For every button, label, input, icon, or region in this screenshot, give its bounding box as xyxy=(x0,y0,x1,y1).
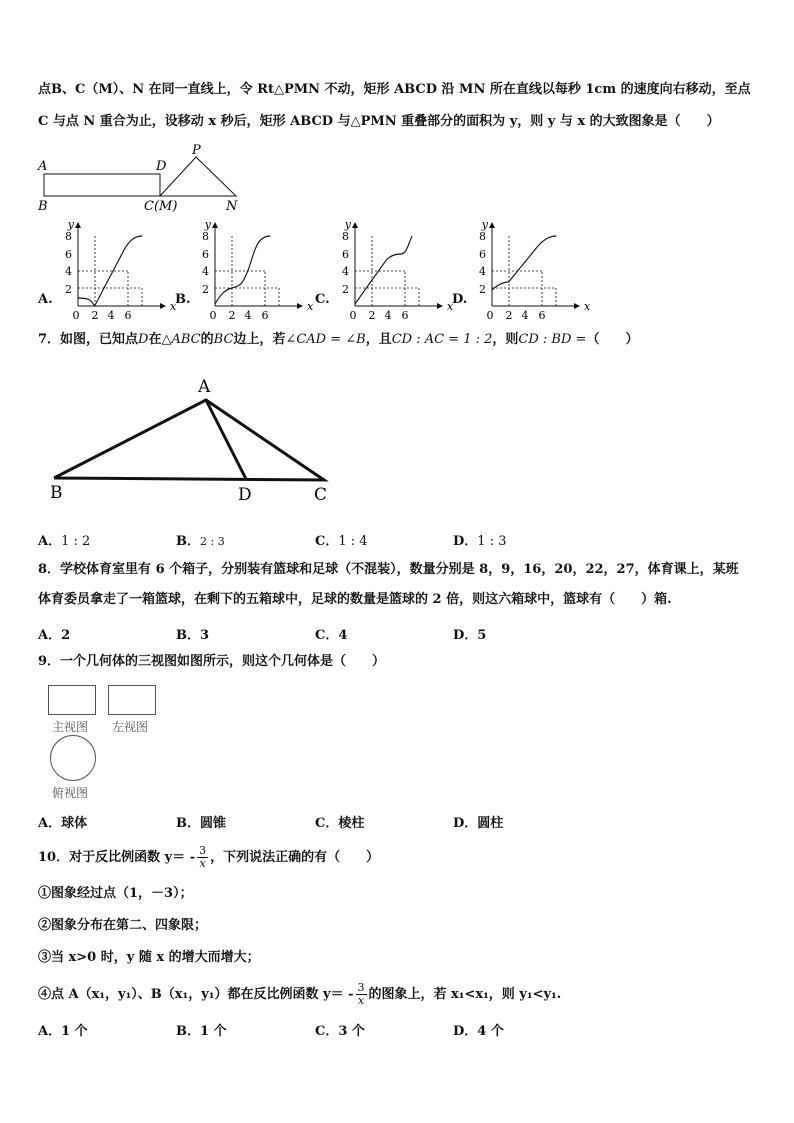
q8-option-c[interactable] xyxy=(315,624,347,643)
q9-option-c[interactable] xyxy=(315,812,364,831)
q6-option-a[interactable]: A. xyxy=(38,292,53,307)
front-view-caption: 主视图 xyxy=(52,720,89,734)
label-c: C xyxy=(314,485,328,505)
x-tick-label: 0 xyxy=(349,309,357,322)
y-tick-label: 6 xyxy=(65,248,72,261)
x-tick-label: 6 xyxy=(261,309,269,322)
q8-option-d[interactable] xyxy=(453,624,486,643)
x-tick-label: 0 xyxy=(209,309,217,322)
option-value: 圆锥 xyxy=(200,816,227,831)
graph-curve xyxy=(355,236,412,304)
q7-text-end: （ ） xyxy=(586,332,639,347)
y-tick-label: 4 xyxy=(342,265,349,278)
option-letter: C． xyxy=(315,816,339,831)
y-tick-label: 8 xyxy=(202,230,209,243)
top-view-circle xyxy=(50,735,96,781)
q10-fraction xyxy=(197,845,208,870)
front-view-rect xyxy=(48,685,96,715)
option-value: 2 : 3 xyxy=(200,535,225,548)
q10-option-c[interactable] xyxy=(315,1020,365,1039)
y-tick-label: 4 xyxy=(65,265,72,278)
y-tick-label: 6 xyxy=(342,248,349,261)
q7-option-c[interactable] xyxy=(315,530,368,549)
x-tick-label: 4 xyxy=(384,309,392,322)
top-view-caption: 俯视图 xyxy=(52,786,89,800)
x-tick-label: 2 xyxy=(368,309,376,322)
label-b: B xyxy=(50,483,63,503)
label-a: A xyxy=(198,377,211,397)
option-value: 5 xyxy=(477,628,487,643)
y-tick-label: 2 xyxy=(479,283,486,296)
label-b: B xyxy=(38,199,48,214)
q10-option-a[interactable] xyxy=(38,1020,88,1039)
option-letter: C． xyxy=(315,1024,339,1039)
q10-s4-pre: ④点 A（x₁，y₁）、B（x₁，y₁）都在反比例函数 y＝ - xyxy=(38,987,354,1002)
fraction-numerator: 3 xyxy=(199,844,207,857)
option-value: 2 xyxy=(61,628,71,643)
x-axis-label: x xyxy=(447,300,454,313)
option-letter: D． xyxy=(453,1024,478,1039)
y-tick-label: 6 xyxy=(479,248,486,261)
curve-group xyxy=(215,236,270,304)
option-letter: B． xyxy=(176,816,200,831)
q10-s4-fraction xyxy=(356,982,367,1007)
x-tick-label: 4 xyxy=(521,309,529,322)
q9-option-b[interactable] xyxy=(176,812,226,831)
q7-angle-eq: ∠CAD = ∠B xyxy=(285,332,366,347)
fraction-denominator: x xyxy=(357,994,365,1007)
fraction-denominator: x xyxy=(199,857,206,870)
q7-point-d: D xyxy=(138,332,149,347)
y-tick-label: 4 xyxy=(479,265,486,278)
label-a: A xyxy=(38,159,48,174)
q7-text-mid5: ，则 xyxy=(492,332,519,347)
q7-text-mid3: 边上，若 xyxy=(233,332,286,347)
q8-line-1: 8．学校体育室里有 6 个箱子，分别装有篮球和足球（不混装），数量分别是 8，9，16，20，22，27，体育课上，某班 xyxy=(38,562,739,577)
y-axis-label: y xyxy=(344,218,351,231)
option-value: 4 个 xyxy=(477,1024,504,1039)
option-letter: B． xyxy=(176,1024,200,1039)
q6-line-1: 点B、C（M）、N 在同一直线上，令 Rt△PMN 不动，矩形 ABCD 沿 MN 所在直线以每秒 1cm 的速度向右移动，至点 xyxy=(38,82,751,97)
x-axis-label: x xyxy=(584,300,591,313)
x-axis-label: x xyxy=(170,300,177,313)
label-d: D xyxy=(238,485,252,505)
option-value: 1 : 2 xyxy=(61,534,91,549)
x-arrow-icon xyxy=(297,303,303,309)
y-arrow-icon xyxy=(489,222,495,228)
q10-text-pre: 10．对于反比例函数 y＝ - xyxy=(38,850,196,865)
y-axis-label: y xyxy=(204,218,211,231)
x-tick-label: 4 xyxy=(107,309,115,322)
q7-triangle: △ABC xyxy=(161,332,201,347)
y-axis-label: y xyxy=(481,218,488,231)
y-tick-label: 4 xyxy=(202,265,209,278)
q8-option-b[interactable] xyxy=(176,624,209,643)
q9-option-a[interactable] xyxy=(38,812,87,831)
q10-statement-2: ②图象分布在第二、四象限； xyxy=(38,918,208,933)
y-tick-label: 2 xyxy=(342,283,349,296)
option-value: 1 个 xyxy=(61,1024,88,1039)
q6-graph-b xyxy=(193,218,314,326)
q6-graph-d xyxy=(470,218,591,326)
y-tick-label: 8 xyxy=(65,230,72,243)
x-tick-label: 6 xyxy=(401,309,409,322)
q7-text-mid1: 在 xyxy=(148,332,162,347)
label-p: P xyxy=(192,143,201,158)
q6-option-b[interactable]: B. xyxy=(175,292,191,307)
option-value: 棱柱 xyxy=(338,816,365,831)
option-letter: C． xyxy=(315,534,339,549)
q7-option-d[interactable] xyxy=(453,530,506,549)
x-arrow-icon xyxy=(437,303,443,309)
q6-option-d[interactable]: D. xyxy=(452,292,468,307)
option-letter: A． xyxy=(38,1024,62,1039)
q8-option-a[interactable] xyxy=(38,624,70,643)
label-d: D xyxy=(156,159,167,174)
y-tick-label: 8 xyxy=(479,230,486,243)
y-tick-label: 8 xyxy=(342,230,349,243)
q7-ratio-1: CD : AC = 1 : 2 xyxy=(391,332,493,347)
option-value: 3 个 xyxy=(338,1024,365,1039)
triangle-abc xyxy=(54,400,324,480)
option-value: 4 xyxy=(338,628,348,643)
fraction-numerator: 3 xyxy=(357,981,365,994)
option-value: 1 : 4 xyxy=(338,534,368,549)
q8-line-2: 体育委员拿走了一箱篮球，在剩下的五箱球中，足球的数量是篮球的 2 倍，则这六箱球中，篮球有（ ）箱. xyxy=(38,592,672,607)
x-arrow-icon xyxy=(574,303,580,309)
q6-figure xyxy=(30,142,250,214)
q10-statement-1: ①图象经过点（1，－3）； xyxy=(38,886,193,901)
q7-text-mid4: ，且 xyxy=(365,332,392,347)
y-tick-label: 2 xyxy=(202,283,209,296)
option-letter: A． xyxy=(38,628,62,643)
option-value: 3 xyxy=(200,628,210,643)
q10-option-b[interactable] xyxy=(176,1020,227,1039)
option-value: 球体 xyxy=(61,816,88,831)
x-tick-label: 0 xyxy=(486,309,494,322)
y-axis-label: y xyxy=(67,218,74,231)
option-letter: D． xyxy=(453,628,478,643)
q7-stem xyxy=(38,330,638,350)
option-letter: A． xyxy=(38,816,62,831)
q6-line-2: C 与点 N 重合为止，设移动 x 秒后，矩形 ABCD 与△PMN 重叠部分的面积为 y，则 y 与 x 的大致图象是（ ） xyxy=(38,114,720,129)
option-letter: D． xyxy=(453,534,478,549)
graph-curve xyxy=(215,236,270,304)
y-arrow-icon xyxy=(352,222,358,228)
q6-option-c[interactable]: C. xyxy=(315,292,330,307)
q7-text-pre: 7．如图，已知点 xyxy=(38,332,139,347)
x-tick-label: 2 xyxy=(228,309,236,322)
q6-graph-a xyxy=(56,218,177,326)
q9-stem: 9．一个几何体的三视图如图所示，则这个几何体是（ ） xyxy=(38,654,386,669)
x-tick-label: 0 xyxy=(72,309,80,322)
y-arrow-icon xyxy=(75,222,81,228)
label-n: N xyxy=(226,199,238,214)
option-value: 1 : 3 xyxy=(477,534,507,549)
q10-s4-post: 的图象上，若 x₁<x₁，则 y₁<y₁. xyxy=(368,987,562,1002)
q10-statement-4 xyxy=(38,982,561,1007)
graph-curve xyxy=(492,236,556,290)
option-letter: A． xyxy=(38,534,62,549)
option-value: 圆柱 xyxy=(477,816,504,831)
q7-text-mid2: 的 xyxy=(200,332,214,347)
q10-stem xyxy=(38,845,379,870)
x-axis-label: x xyxy=(307,300,314,313)
label-cm: C(M) xyxy=(144,199,178,214)
rectangle-abcd xyxy=(44,174,160,196)
q7-option-b[interactable] xyxy=(176,530,225,549)
option-letter: D． xyxy=(453,816,478,831)
option-value: 1 个 xyxy=(200,1024,227,1039)
y-tick-label: 6 xyxy=(202,248,209,261)
option-letter: B． xyxy=(176,628,200,643)
q10-text-post: ，下列说法正确的有（ ） xyxy=(210,850,380,865)
q7-side-bc: BC xyxy=(213,332,234,347)
option-letter: B． xyxy=(176,534,200,549)
q7-option-a[interactable] xyxy=(38,530,90,549)
left-view-caption: 左视图 xyxy=(112,720,149,734)
q9-option-d[interactable] xyxy=(453,812,503,831)
curve-group xyxy=(492,236,556,290)
left-view-rect xyxy=(108,685,156,715)
y-tick-label: 2 xyxy=(65,283,72,296)
x-tick-label: 2 xyxy=(505,309,513,322)
x-tick-label: 6 xyxy=(538,309,546,322)
x-tick-label: 2 xyxy=(91,309,99,322)
q7-figure xyxy=(40,372,350,507)
x-arrow-icon xyxy=(160,303,166,309)
q6-graph-c xyxy=(333,218,454,326)
curve-group xyxy=(355,236,412,304)
q10-option-d[interactable] xyxy=(453,1020,504,1039)
q10-statement-3: ③当 x>0 时，y 随 x 的增大而增大； xyxy=(38,950,260,965)
triangle-pmn xyxy=(160,157,236,196)
q7-ratio-2: CD : BD = xyxy=(518,332,587,347)
x-tick-label: 4 xyxy=(244,309,252,322)
option-letter: C． xyxy=(315,628,339,643)
x-tick-label: 6 xyxy=(124,309,132,322)
y-arrow-icon xyxy=(212,222,218,228)
